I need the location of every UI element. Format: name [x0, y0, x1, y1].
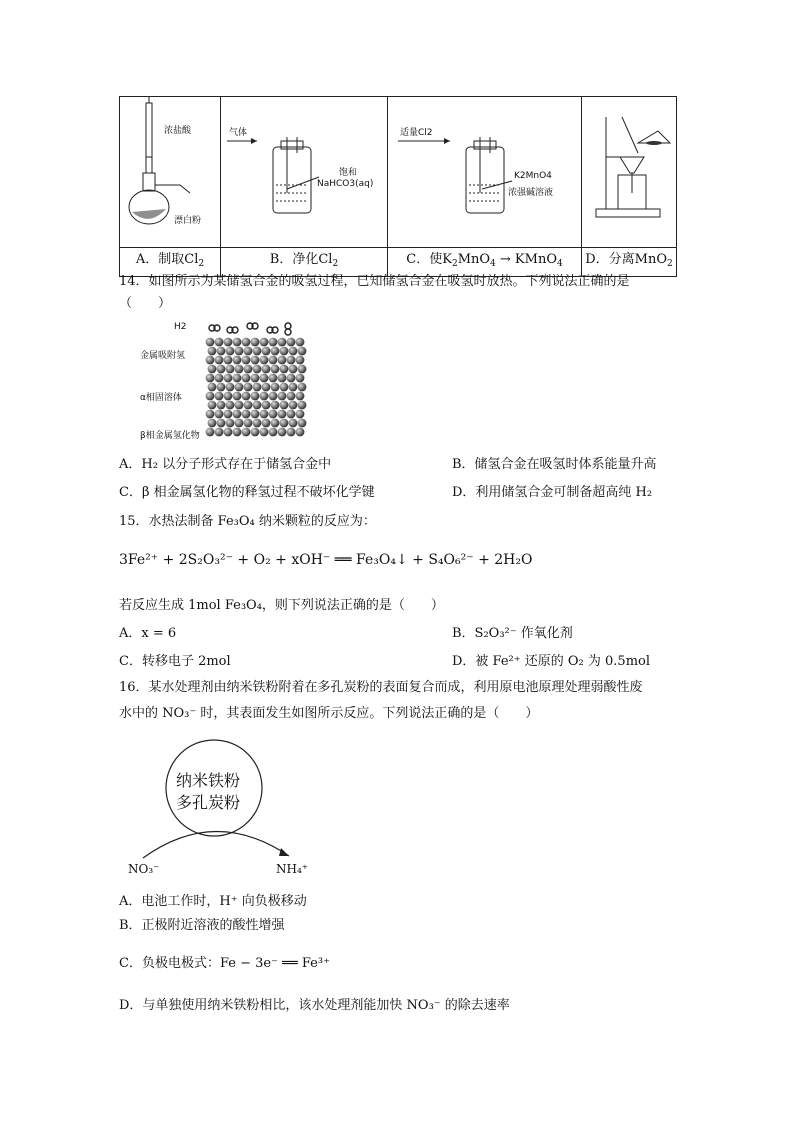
metal-atom	[233, 374, 242, 383]
caption-c: C．使$K_2MnO_4$ → KMnO$_4$	[388, 248, 582, 277]
metal-atom	[217, 347, 226, 356]
metal-atom	[251, 428, 260, 437]
metal-atom	[244, 401, 253, 410]
metal-atom	[208, 401, 217, 410]
metal-atom	[224, 338, 233, 347]
q14-option-d: D．利用储氢合金可制备超高纯 H₂	[452, 485, 653, 500]
metal-atom	[244, 347, 253, 356]
q14-option-a: A．H₂ 以分子形式存在于储氢合金中	[119, 457, 332, 472]
q16-option-a: A．电池工作时，H⁺ 向负极移动	[119, 894, 307, 909]
q15-option-a: A．x = 6	[119, 626, 177, 641]
label-nahco3: NaHCO3(aq)	[317, 179, 374, 189]
figure-d	[582, 97, 677, 248]
metal-atom	[235, 365, 244, 374]
label-beta-phase: β相金属氢化物	[140, 431, 200, 441]
metal-atom	[269, 410, 278, 419]
q15-condition: 若反应生成 1mol Fe₃O₄，则下列说法正确的是（ ）	[119, 598, 444, 613]
metal-atom	[262, 401, 271, 410]
metal-atom	[271, 401, 280, 410]
label-bleach: 漂白粉	[174, 216, 202, 226]
metal-atom	[217, 383, 226, 392]
metal-atom	[253, 419, 262, 428]
oxidation-bottle-figure	[388, 97, 581, 243]
label-cl2: 适量Cl2	[400, 128, 433, 138]
circle-label-carbon: 多孔炭粉	[176, 793, 241, 812]
metal-atom	[260, 410, 269, 419]
label-k2mno4: K2MnO4	[514, 171, 552, 181]
metal-atom	[233, 410, 242, 419]
metal-atom	[278, 338, 287, 347]
metal-atom	[260, 374, 269, 383]
metal-atom	[224, 356, 233, 365]
metal-atom	[217, 419, 226, 428]
metal-atom	[253, 347, 262, 356]
metal-atom	[296, 374, 305, 383]
metal-atom	[278, 356, 287, 365]
metal-atom	[244, 365, 253, 374]
metal-atom	[215, 410, 224, 419]
metal-atom	[289, 419, 298, 428]
metal-atom	[217, 401, 226, 410]
metal-atom	[280, 401, 289, 410]
metal-atom	[233, 392, 242, 401]
metal-atom	[296, 338, 305, 347]
metal-atom	[278, 392, 287, 401]
label-saturated: 饱和	[339, 168, 358, 178]
label-ammonium: NH₄⁺	[276, 862, 309, 876]
metal-atom	[269, 338, 278, 347]
metal-atom	[224, 392, 233, 401]
metal-atom	[206, 338, 215, 347]
metal-atom	[244, 383, 253, 392]
metal-atom	[208, 383, 217, 392]
q14-option-c: C．β 相金属氢化物的释氢过程不破坏化学键	[119, 485, 375, 500]
metal-atom	[298, 383, 307, 392]
alloy-lattice-figure	[200, 318, 310, 444]
apparatus-table	[119, 96, 677, 277]
metal-atom	[233, 428, 242, 437]
metal-atom	[251, 392, 260, 401]
metal-atom	[242, 356, 251, 365]
figure-c	[388, 97, 582, 248]
caption-b: B．净化$Cl_2$	[221, 248, 388, 277]
metal-atom	[226, 419, 235, 428]
metal-atom	[289, 401, 298, 410]
metal-atom	[215, 392, 224, 401]
q15-stem: 15．水热法制备 Fe₃O₄ 纳米颗粒的反应为：	[119, 514, 376, 529]
metal-atom	[251, 338, 260, 347]
metal-atom	[271, 365, 280, 374]
metal-atom	[206, 410, 215, 419]
metal-atom	[298, 419, 307, 428]
metal-atom	[262, 365, 271, 374]
figure-a	[120, 97, 221, 248]
metal-atom	[208, 365, 217, 374]
metal-atom	[280, 419, 289, 428]
metal-atom	[269, 428, 278, 437]
metal-atom	[287, 356, 296, 365]
caption-d: D．分离MnO$_2$	[582, 248, 677, 277]
metal-atom	[215, 374, 224, 383]
metal-atom	[296, 356, 305, 365]
metal-atom	[215, 356, 224, 365]
metal-atom	[235, 347, 244, 356]
metal-atom	[287, 338, 296, 347]
q16-stem-line2: 水中的 NO₃⁻ 时，其表面发生如图所示反应。下列说法正确的是（ ）	[119, 706, 539, 721]
metal-atom	[260, 428, 269, 437]
metal-atom	[289, 347, 298, 356]
metal-atom	[235, 401, 244, 410]
metal-atom	[242, 374, 251, 383]
metal-atom	[298, 365, 307, 374]
metal-atom	[278, 410, 287, 419]
metal-atom	[260, 338, 269, 347]
metal-atom	[233, 338, 242, 347]
metal-atom	[262, 419, 271, 428]
metal-atom	[287, 374, 296, 383]
filtration-figure	[582, 97, 676, 243]
metal-atom	[287, 392, 296, 401]
metal-atom	[262, 347, 271, 356]
metal-atom	[289, 383, 298, 392]
metal-atom	[280, 365, 289, 374]
metal-atom	[287, 428, 296, 437]
metal-atom	[296, 392, 305, 401]
label-conc-hcl: 浓盐酸	[164, 126, 192, 136]
metal-atom	[208, 419, 217, 428]
metal-atom	[278, 374, 287, 383]
q14-stem: 14．如图所示为某储氢合金的吸氢过程，已知储氢合金在吸氢时放热。下列说法正确的是	[119, 274, 630, 289]
metal-atom	[271, 383, 280, 392]
metal-atom	[251, 374, 260, 383]
metal-atom	[287, 410, 296, 419]
metal-atom	[251, 356, 260, 365]
metal-atom	[271, 347, 280, 356]
circle-label-iron: 纳米铁粉	[176, 771, 241, 790]
metal-atom	[298, 347, 307, 356]
metal-atom	[289, 365, 298, 374]
metal-atom	[215, 428, 224, 437]
washing-bottle-figure	[221, 97, 387, 243]
metal-atom	[242, 338, 251, 347]
metal-atom	[224, 374, 233, 383]
label-strong-base: 浓强碱溶液	[508, 188, 554, 198]
metal-atom	[253, 401, 262, 410]
metal-atom	[262, 383, 271, 392]
label-adsorbed-h: 金属吸附氢	[140, 351, 186, 361]
metal-atom	[280, 347, 289, 356]
q15-option-c: C．转移电子 2mol	[119, 654, 231, 669]
metal-atom	[226, 365, 235, 374]
metal-atom	[280, 383, 289, 392]
metal-atom	[251, 410, 260, 419]
metal-atom	[224, 410, 233, 419]
chlorine-generator-figure	[120, 97, 220, 243]
metal-atom	[298, 401, 307, 410]
metal-atom	[244, 419, 253, 428]
metal-atom	[226, 383, 235, 392]
metal-atom	[206, 392, 215, 401]
q16-option-c: C．负极电极式：Fe − 3e⁻ ══ Fe³⁺	[119, 956, 330, 971]
metal-atom	[253, 383, 262, 392]
metal-atom	[253, 365, 262, 374]
metal-atom	[235, 419, 244, 428]
metal-atom	[269, 374, 278, 383]
metal-atom	[226, 401, 235, 410]
q16-option-b: B．正极附近溶液的酸性增强	[119, 918, 285, 933]
metal-atom	[296, 428, 305, 437]
q15-option-d: D．被 Fe²⁺ 还原的 O₂ 为 0.5mol	[452, 654, 651, 669]
arrow-head	[279, 848, 289, 856]
q14-figure	[140, 318, 310, 444]
q15-equation: 3Fe²⁺ + 2S₂O₃²⁻ + O₂ + xOH⁻ ══ Fe₃O₄↓ + S₄O₆²⁻ + 2H₂O	[119, 552, 533, 568]
q15-option-b: B．S₂O₃²⁻ 作氧化剂	[452, 626, 573, 641]
metal-atom	[217, 365, 226, 374]
metal-atom	[208, 347, 217, 356]
metal-atom	[206, 374, 215, 383]
metal-atom	[278, 428, 287, 437]
metal-atom	[206, 428, 215, 437]
label-nitrate: NO₃⁻	[128, 862, 160, 876]
metal-atom	[224, 428, 233, 437]
metal-atom	[260, 392, 269, 401]
q14-option-b: B．储氢合金在吸氢时体系能量升高	[452, 457, 657, 472]
metal-atom	[269, 356, 278, 365]
label-h2: H2	[174, 322, 187, 332]
metal-atom	[242, 410, 251, 419]
label-gas: 气体	[229, 128, 248, 138]
metal-atom	[233, 356, 242, 365]
q14-paren: （ ）	[119, 296, 172, 311]
metal-atom	[215, 338, 224, 347]
metal-atom	[242, 428, 251, 437]
metal-atom	[271, 419, 280, 428]
lattice-balls	[206, 338, 307, 437]
label-alpha-phase: α相固溶体	[140, 393, 182, 403]
metal-atom	[206, 356, 215, 365]
figure-b	[221, 97, 388, 248]
q16-stem-line1: 16．某水处理剂由纳米铁粉附着在多孔炭粉的表面复合而成，利用原电池原理处理弱酸性废	[119, 680, 643, 695]
metal-atom	[260, 356, 269, 365]
metal-atom	[269, 392, 278, 401]
metal-atom	[242, 392, 251, 401]
q16-option-d: D．与单独使用纳米铁粉相比，该水处理剂能加快 NO₃⁻ 的除去速率	[119, 998, 510, 1013]
metal-atom	[226, 347, 235, 356]
caption-a: A．制取$Cl_2$	[120, 248, 221, 277]
metal-atom	[296, 410, 305, 419]
metal-atom	[235, 383, 244, 392]
